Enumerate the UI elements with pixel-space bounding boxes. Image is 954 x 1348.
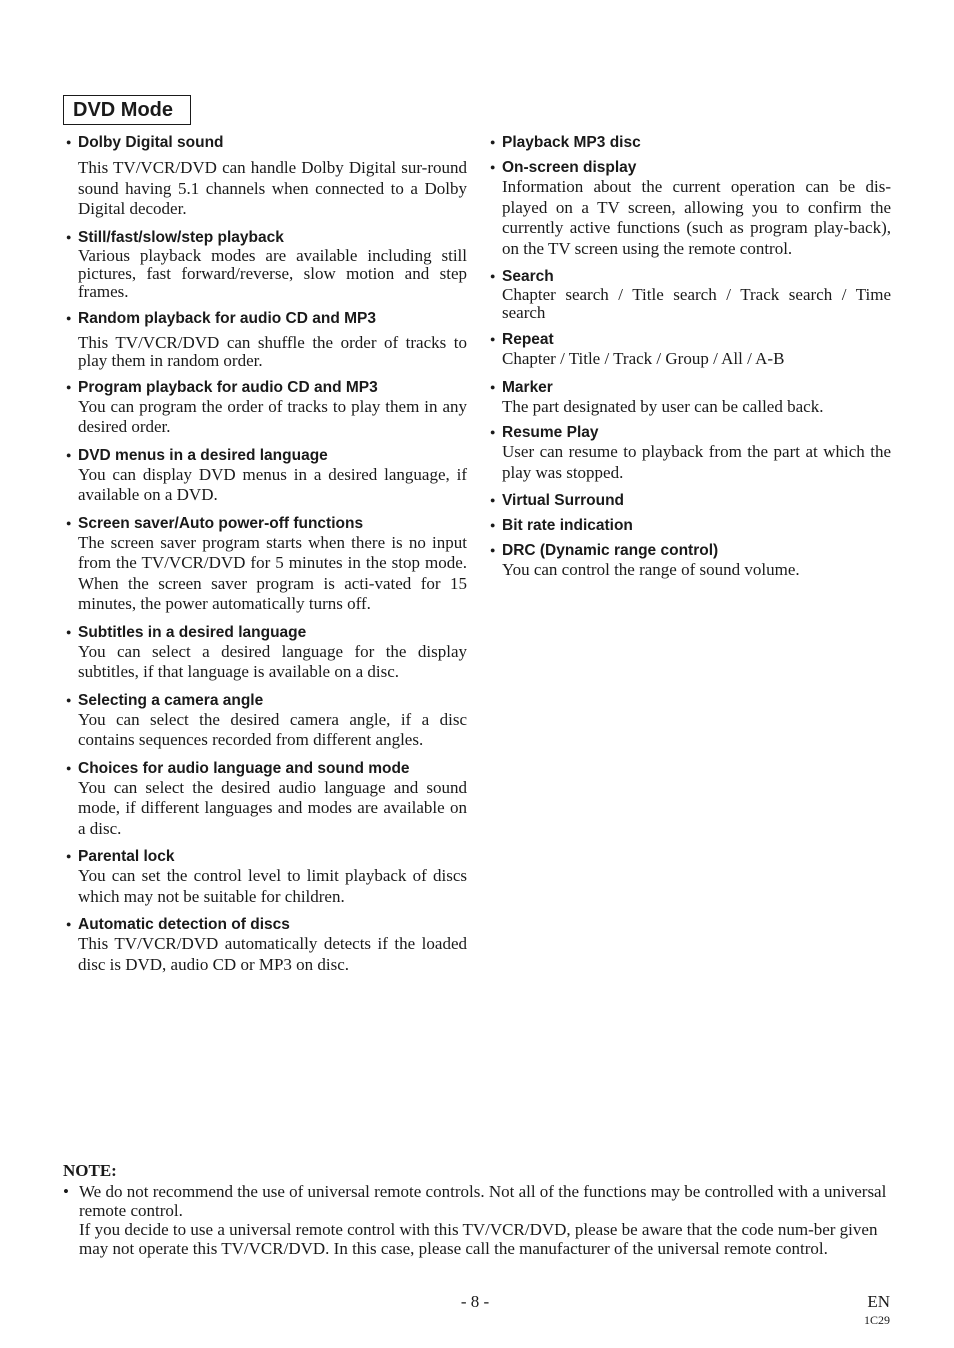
feature-item bbox=[66, 446, 467, 506]
feature-item bbox=[66, 378, 467, 438]
feature-title: Still/fast/slow/step playback bbox=[78, 228, 284, 246]
feature-description: You can program the order of tracks to play them in any desired order. bbox=[78, 396, 467, 436]
feature-title: Virtual Surround bbox=[502, 492, 625, 509]
bullet-icon: ● bbox=[66, 762, 72, 773]
feature-title: Selecting a camera angle bbox=[78, 691, 264, 709]
feature-item bbox=[490, 133, 891, 152]
bullet-icon: ● bbox=[66, 381, 72, 392]
feature-item bbox=[66, 691, 467, 751]
bullet-icon: ● bbox=[66, 449, 72, 460]
feature-title: Playback MP3 disc bbox=[502, 134, 641, 151]
feature-item bbox=[66, 133, 467, 220]
feature-item bbox=[66, 759, 467, 840]
bullet-icon: ● bbox=[66, 231, 72, 242]
feature-title: DRC (Dynamic range control) bbox=[502, 542, 719, 559]
feature-title: Parental lock bbox=[78, 848, 175, 865]
feature-description: Information about the current operation can be dis-played on a TV screen, allowing you to confirm the currently active functions (such as program play-back), on the TV screen using the remote control. bbox=[502, 177, 891, 258]
bullet-icon: ● bbox=[490, 137, 496, 147]
feature-description: Various playback modes are available including still pictures, fast forward/reverse, slow motion and step frames. bbox=[78, 245, 467, 301]
note-paragraph: We do not recommend the use of universal remote controls. Not all of the functions may be controlled with a universal remote control. bbox=[79, 1182, 887, 1220]
feature-item bbox=[66, 228, 467, 301]
feature-item bbox=[66, 915, 467, 975]
feature-title: Choices for audio language and sound mode bbox=[78, 759, 410, 777]
bullet-icon: ● bbox=[490, 520, 496, 530]
feature-description: The part designated by user can be called back. bbox=[502, 396, 824, 416]
feature-title: Dolby Digital sound bbox=[78, 134, 224, 151]
feature-description: The screen saver program starts when there is no input from the TV/VCR/DVD for 5 minutes in the stop mode. When the screen saver program is acti-vated for 15 minutes, the power automatically turns off. bbox=[78, 532, 467, 613]
note-title: NOTE: bbox=[63, 1161, 117, 1180]
feature-item bbox=[490, 158, 891, 259]
bullet-icon: ● bbox=[66, 919, 72, 929]
bullet-icon: ● bbox=[66, 517, 72, 528]
bullet-icon: ● bbox=[490, 427, 496, 437]
feature-title: Repeat bbox=[502, 331, 554, 348]
feature-title: Screen saver/Auto power-off functions bbox=[78, 514, 364, 532]
feature-item bbox=[66, 847, 467, 907]
feature-item bbox=[490, 541, 891, 581]
feature-title: On-screen display bbox=[502, 159, 637, 176]
bullet-icon: ● bbox=[490, 495, 496, 505]
feature-item bbox=[66, 309, 467, 370]
feature-item bbox=[66, 623, 467, 683]
bullet-icon: ● bbox=[490, 545, 496, 555]
bullet-icon: ● bbox=[490, 381, 496, 392]
feature-item bbox=[66, 514, 467, 615]
feature-item bbox=[490, 330, 891, 370]
feature-description: This TV/VCR/DVD can handle Dolby Digital sur-round sound having 5.1 channels when connected to a Dolby Digital decoder. bbox=[78, 158, 467, 218]
feature-description: This TV/VCR/DVD can shuffle the order of tracks to play them in random order. bbox=[78, 332, 467, 370]
feature-title: Random playback for audio CD and MP3 bbox=[78, 309, 376, 327]
feature-item bbox=[490, 516, 891, 535]
feature-description: Chapter / Title / Track / Group / All / A-B bbox=[502, 349, 785, 368]
feature-item bbox=[490, 378, 891, 418]
bullet-icon: ● bbox=[490, 162, 496, 172]
page-number: - 8 - bbox=[460, 1292, 490, 1311]
feature-title: Program playback for audio CD and MP3 bbox=[78, 378, 378, 396]
feature-description: You can select a desired language for the display subtitles, if that language is available on a disc. bbox=[78, 641, 467, 681]
language-code: EN bbox=[867, 1292, 890, 1311]
feature-title: Subtitles in a desired language bbox=[78, 623, 307, 641]
feature-title: Automatic detection of discs bbox=[78, 916, 290, 933]
feature-item bbox=[490, 267, 891, 322]
feature-item bbox=[490, 491, 891, 510]
feature-title: DVD menus in a desired language bbox=[78, 446, 328, 464]
feature-description: You can control the range of sound volume. bbox=[502, 560, 800, 579]
feature-item bbox=[490, 423, 891, 483]
bullet-icon: ● bbox=[66, 137, 72, 147]
feature-description: You can display DVD menus in a desired language, if available on a DVD. bbox=[78, 464, 467, 504]
feature-title: Marker bbox=[502, 378, 553, 396]
bullet-icon: ● bbox=[66, 851, 72, 861]
feature-description: This TV/VCR/DVD automatically detects if the loaded disc is DVD, audio CD or MP3 on disc. bbox=[78, 934, 467, 974]
feature-description: User can resume to playback from the part at which the play was stopped. bbox=[502, 442, 891, 482]
bullet-icon: ● bbox=[490, 334, 496, 344]
bullet-icon: ● bbox=[66, 626, 72, 637]
right-feature-column bbox=[490, 133, 891, 581]
left-feature-column bbox=[66, 133, 467, 975]
feature-title: Search bbox=[502, 268, 554, 285]
bullet-icon: ● bbox=[66, 312, 72, 323]
note-section bbox=[63, 1161, 891, 1258]
feature-description: Chapter search / Title search / Track search / Time search bbox=[502, 285, 891, 322]
model-code: 1C29 bbox=[863, 1313, 890, 1327]
feature-description: You can select the desired camera angle, if a disc contains sequences recorded from different angles. bbox=[78, 709, 467, 749]
feature-description: You can select the desired audio language and sound mode, if different languages and modes are available on a disc. bbox=[78, 777, 467, 838]
bullet-icon: ● bbox=[66, 694, 72, 705]
note-paragraph: If you decide to use a universal remote control with this TV/VCR/DVD, please be aware that the code num-ber given may not operate this TV/VCR/DVD. In this case, please call the manufacturer of the universal remote control. bbox=[79, 1220, 878, 1258]
bullet-icon: • bbox=[63, 1182, 69, 1201]
feature-title: Bit rate indication bbox=[502, 517, 633, 534]
section-title: DVD Mode bbox=[63, 95, 191, 125]
feature-description: You can set the control level to limit playback of discs which may not be suitable for children. bbox=[78, 866, 467, 906]
feature-title: Resume Play bbox=[502, 424, 599, 441]
bullet-icon: ● bbox=[490, 271, 496, 281]
